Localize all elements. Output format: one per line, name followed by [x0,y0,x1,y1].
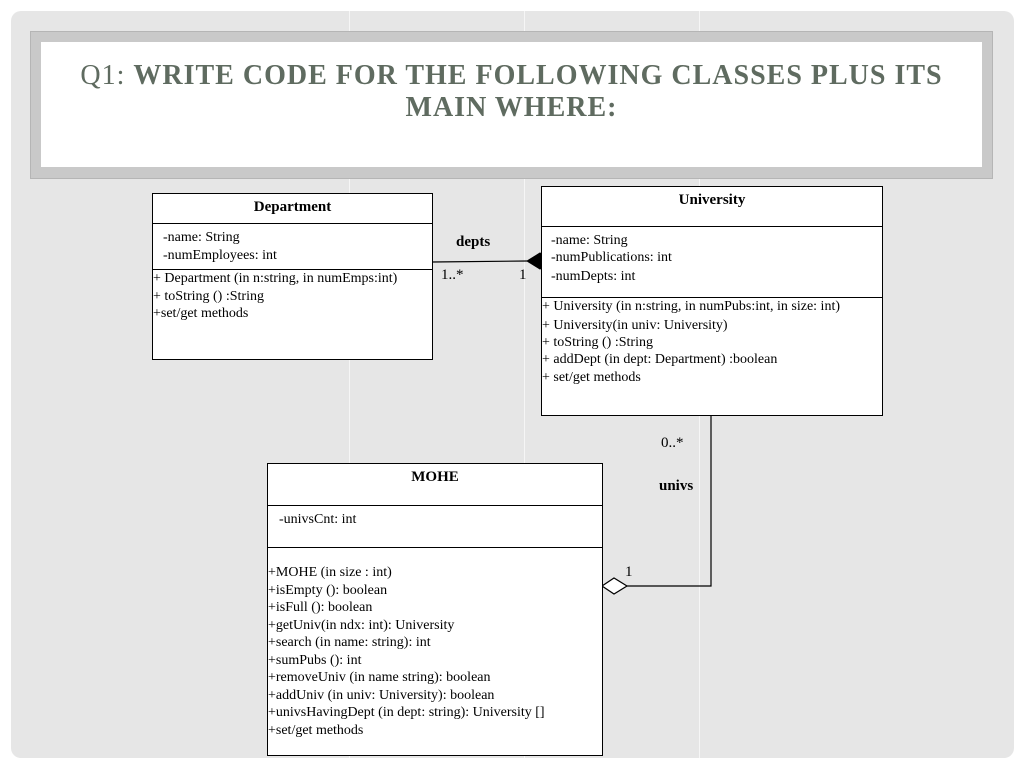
depts-multiplicity-university: 1 [519,267,527,283]
department-divider [153,223,432,224]
mohe-divider [268,505,602,506]
mohe-method: +MOHE (in size : int) [268,565,392,580]
mohe-attribute: -univsCnt: int [279,512,357,527]
university-method: + University (in n:string, in numPubs:int, in size: int) [542,299,840,314]
univs-role-label: univs [659,478,694,494]
mohe-class-name: MOHE [411,469,459,485]
mohe-method: +removeUniv (in name string): boolean [268,670,491,685]
mohe-method: +sumPubs (): int [268,653,362,668]
depts-association-line [432,261,527,262]
depts-role-label: depts [456,234,491,250]
mohe-divider [268,547,602,548]
mohe-class [267,463,603,756]
department-method: + Department (in n:string, in numEmps:int) [153,271,398,286]
department-attribute: -name: String [163,230,240,245]
mohe-method: +isEmpty (): boolean [268,583,388,598]
university-attribute: -name: String [551,233,628,248]
mohe-method: +isFull (): boolean [268,600,373,615]
mohe-method: +univsHavingDept (in dept: string): University [] [268,705,545,720]
university-class-name: University [678,192,746,208]
mohe-method: +set/get methods [268,723,364,738]
department-method: + toString () :String [153,289,264,304]
mohe-method: +search (in name: string): int [268,635,431,650]
university-method: + set/get methods [542,370,641,385]
department-class-name: Department [253,199,332,215]
university-method: + toString () :String [542,335,653,350]
university-method: + University(in univ: University) [542,318,728,333]
university-method: + addDept (in dept: Department) :boolean [542,352,778,367]
depts-multiplicity-department: 1..* [441,267,464,283]
title-text: WRITE CODE FOR THE FOLLOWING CLASSES PLUS ITS MAIN WHERE: [133,60,943,123]
univs-multiplicity-university: 0..* [661,435,684,451]
univs-multiplicity-mohe: 1 [625,564,633,580]
university-divider [542,226,882,227]
department-method: +set/get methods [153,306,249,321]
department-attribute: -numEmployees: int [163,248,277,263]
university-attribute: -numDepts: int [551,269,636,284]
department-class [152,193,433,360]
aggregation-diamond [602,578,627,594]
university-class [541,186,883,416]
mohe-method: +addUniv (in univ: University): boolean [268,688,495,703]
mohe-method: +getUniv(in ndx: int): University [268,618,455,633]
university-attribute: -numPublications: int [551,250,672,265]
title-prefix: Q1: [80,60,126,91]
